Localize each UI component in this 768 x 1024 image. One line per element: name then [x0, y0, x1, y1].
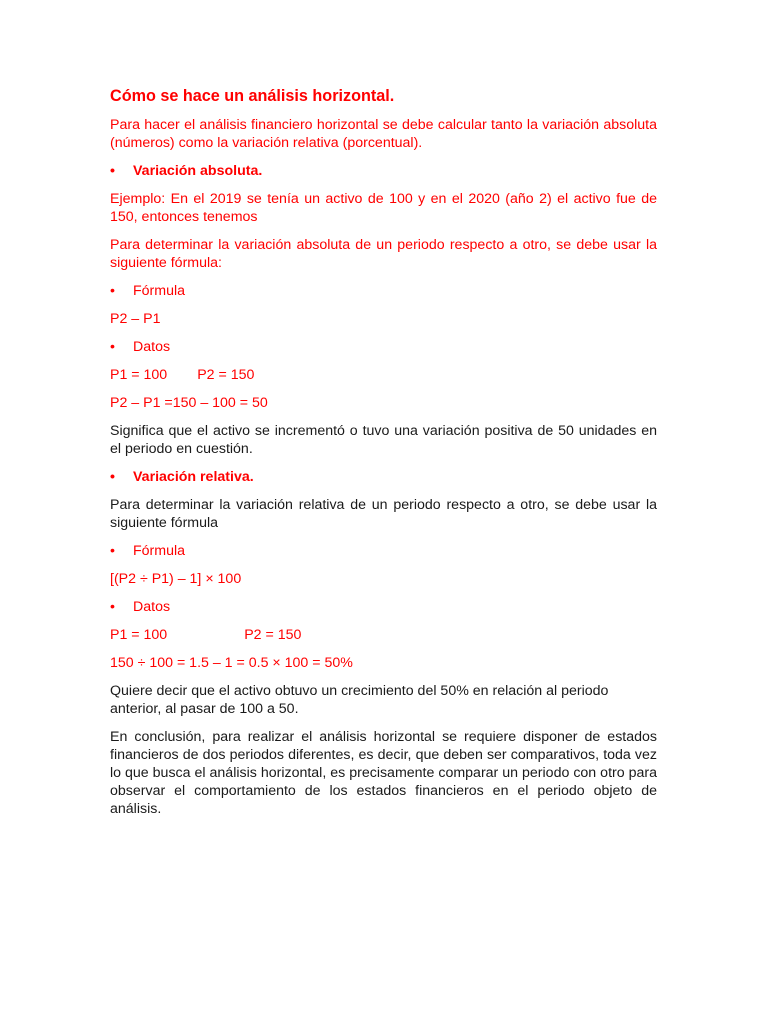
- document-body: [110, 86, 657, 828]
- p1-value: P1 = 100: [110, 367, 168, 383]
- label-text: Datos: [133, 339, 171, 355]
- heading-text: Variación relativa.: [133, 469, 254, 485]
- label-text: Fórmula: [133, 543, 186, 559]
- relative-formula-label: [110, 542, 657, 560]
- example-paragraph: Ejemplo: En el 2019 se tenía un activo de 100 y en el 2020 (año 2) el activo fue de 150, entonces tenemos: [110, 191, 657, 225]
- label-text: Fórmula: [133, 283, 186, 299]
- intro-paragraph: Para hacer el análisis financiero horizontal se debe calcular tanto la variación absoluta (números) como la variación relativa (porcentual).: [110, 117, 657, 151]
- absolute-calculation: P2 – P1 =150 – 100 = 50: [110, 395, 268, 411]
- relative-data-values: [110, 626, 657, 644]
- absolute-meaning-paragraph: Significa que el activo se incrementó o tuvo una variación positiva de 50 unidades en el periodo en cuestión.: [110, 423, 657, 457]
- heading-text: Variación absoluta.: [133, 163, 263, 179]
- bullet-icon: •: [110, 339, 115, 355]
- bullet-icon: •: [110, 469, 115, 485]
- bullet-icon: •: [110, 283, 115, 299]
- relative-formula: [(P2 ÷ P1) – 1] × 100: [110, 571, 242, 587]
- bullet-icon: •: [110, 163, 115, 179]
- absolute-data-label: [110, 338, 657, 356]
- p2-value: P2 = 150: [244, 627, 302, 643]
- label-text: Datos: [133, 599, 171, 615]
- absolute-variation-heading: [110, 162, 657, 180]
- absolute-formula-label: [110, 282, 657, 300]
- relative-instruction-paragraph: Para determinar la variación relativa de un periodo respecto a otro, se debe usar la siguiente fórmula: [110, 497, 657, 531]
- bullet-icon: •: [110, 543, 115, 559]
- document-title: Cómo se hace un análisis horizontal.: [110, 87, 395, 105]
- bullet-icon: •: [110, 599, 115, 615]
- absolute-data-values: [110, 366, 657, 384]
- absolute-formula: P2 – P1: [110, 311, 161, 327]
- conclusion-paragraph: En conclusión, para realizar el análisis horizontal se requiere disponer de estados financieros de dos periodos diferentes, es decir, que deben ser comparativos, toda vez lo que busca el análisis horizontal, es precisamente comparar un periodo con otro para observar el comportamiento de los estados financieros en el periodo objeto de análisis.: [110, 729, 657, 817]
- p1-value: P1 = 100: [110, 627, 168, 643]
- relative-meaning-paragraph: Quiere decir que el activo obtuvo un crecimiento del 50% en relación al periodo anterior, al pasar de 100 a 50.: [110, 683, 609, 717]
- relative-data-label: [110, 598, 657, 616]
- absolute-instruction-paragraph: Para determinar la variación absoluta de un periodo respecto a otro, se debe usar la siguiente fórmula:: [110, 237, 657, 271]
- p2-value: P2 = 150: [197, 367, 255, 383]
- relative-calculation: 150 ÷ 100 = 1.5 – 1 = 0.5 × 100 = 50%: [110, 655, 353, 671]
- relative-variation-heading: [110, 468, 657, 486]
